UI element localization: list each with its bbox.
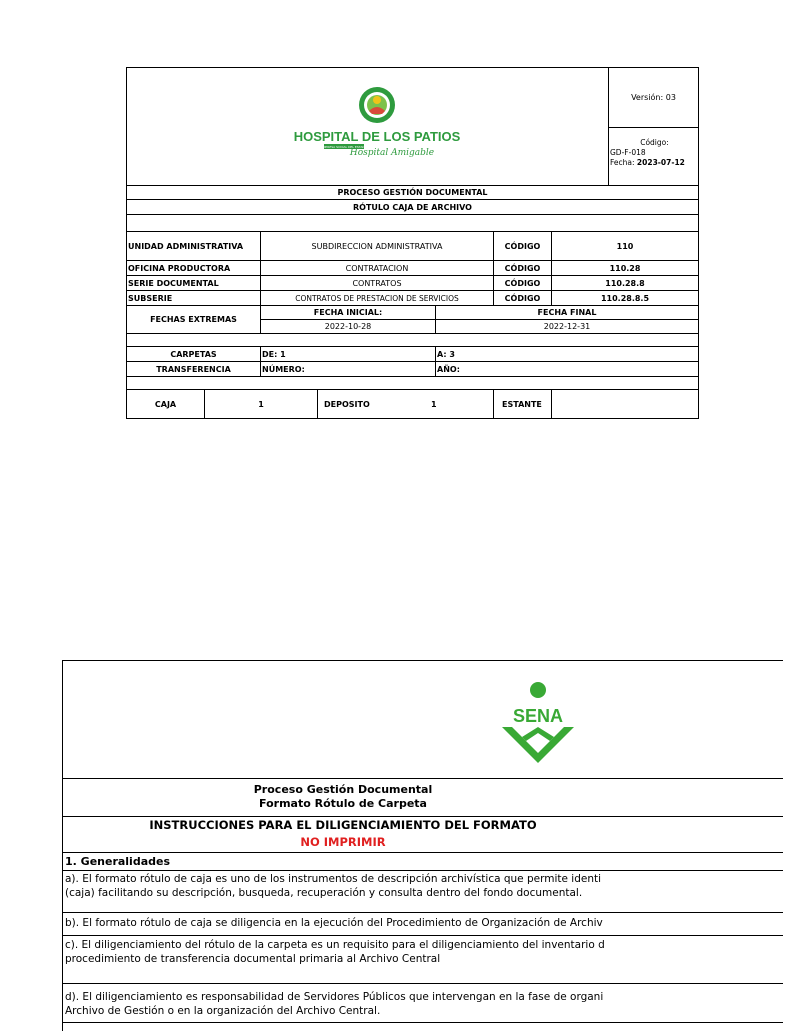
carpeta-title-row: Proceso Gestión Documental Formato Rótulo de Carpeta <box>63 778 783 816</box>
spacer-row <box>127 214 698 231</box>
svg-text:HOSPITAL DE LOS PATIOS: HOSPITAL DE LOS PATIOS <box>293 129 461 144</box>
rotulo-caja-form <box>126 67 699 419</box>
item-b-row: b). El formato rótulo de caja se diligencia en la ejecución del Procedimiento de Organización de Archiv <box>63 912 783 935</box>
titulo-row: RÓTULO CAJA DE ARCHIVO <box>127 199 698 214</box>
hospital-logo <box>293 83 461 173</box>
svg-text:SENA: SENA <box>512 706 564 726</box>
no-imprimir-row: NO IMPRIMIR <box>300 835 386 849</box>
proceso-row: PROCESO GESTIÓN DOCUMENTAL <box>127 185 698 199</box>
codigo-value: GD-F-018 <box>610 148 646 157</box>
item-a-row: a). El formato rótulo de caja es uno de los instrumentos de descripción archivística que permite identi (caja) facilitando su descripción, busqueda, recuperación y consulta dentro del fondo documental. <box>63 870 783 912</box>
rotulo-carpeta-form <box>62 660 783 1031</box>
item-d-row: d). El diligenciamiento es responsabilidad de Servidores Públicos que intervengan en la fase de organi Archivo de Gestión o en la organización del Archivo Central. <box>63 983 783 1023</box>
oficina-row: OFICINA PRODUCTORA CONTRATACION CÓDIGO 110.28 <box>127 260 698 275</box>
header-meta <box>608 68 699 185</box>
header-logo-area <box>127 68 609 185</box>
generalidades-row: 1. Generalidades <box>63 852 783 870</box>
spacer-row-2 <box>127 333 698 346</box>
instrucciones-row: INSTRUCCIONES PARA EL DILIGENCIAMIENTO DEL FORMATO <box>63 816 783 833</box>
subserie-row: SUBSERIE CONTRATOS DE PRESTACION DE SERVICIOS CÓDIGO 110.28.8.5 <box>127 290 698 305</box>
carpetas-row: CARPETAS DE: 1 A: 3 <box>127 346 698 361</box>
fecha-line: Fecha: 2023-07-12 <box>610 158 685 167</box>
fechas-row: FECHAS EXTREMAS FECHA INICIAL: 2022-10-28 FECHA FINAL 2022-12-31 <box>127 305 698 333</box>
transferencia-row: TRANSFERENCIA NÚMERO: AÑO: <box>127 361 698 376</box>
unidad-row: UNIDAD ADMINISTRATIVA SUBDIRECCION ADMINISTRATIVA CÓDIGO 110 <box>127 231 698 260</box>
svg-text:Hospital Amigable: Hospital Amigable <box>349 148 435 158</box>
spacer-row-3 <box>127 376 698 389</box>
caja-row: CAJA 1 DEPOSITO 1 ESTANTE <box>127 389 698 419</box>
serie-row: SERIE DOCUMENTAL CONTRATOS CÓDIGO 110.28.8 <box>127 275 698 290</box>
item-c-row: c). El diligenciamiento del rótulo de la carpeta es un requisito para el diligenciamiento del inventario d procedimiento de transferencia documental primaria al Archivo Central <box>63 935 783 983</box>
version-label: Versión: 03 <box>608 68 699 128</box>
svg-text:EMPRESA SOCIAL DEL ESTADO: EMPRESA SOCIAL DEL ESTADO <box>320 145 368 149</box>
sena-logo <box>498 681 578 761</box>
codigo-block: Código: GD-F-018 Fecha: 2023-07-12 <box>608 128 699 168</box>
